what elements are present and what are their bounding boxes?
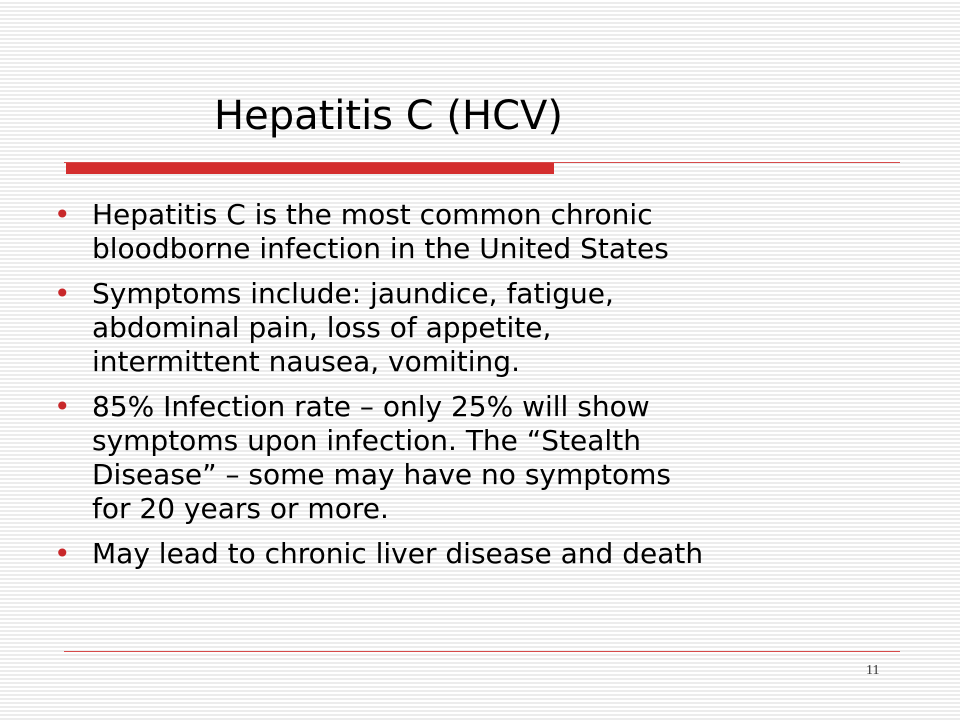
bullet-line: Disease” – some may have no symptoms [92,458,672,491]
bullet-dot-icon: • [54,198,71,231]
bullet-dot-icon: • [54,537,71,570]
bullet-dot-icon: • [54,277,71,310]
bullet-line: bloodborne infection in the United States [92,232,669,265]
bullet-dot-icon: • [54,390,71,423]
bottom-divider-line [64,651,900,652]
bullet-line: Symptoms include: jaundice, fatigue, [92,277,614,310]
bullet-item [54,390,914,526]
bullet-list [54,198,914,582]
bullet-item [54,198,914,266]
title-accent-bar [66,163,554,174]
page-number: 11 [866,663,880,678]
bullet-line: 85% Infection rate – only 25% will show [92,390,650,423]
slide-title: Hepatitis C (HCV) [214,93,563,139]
bullet-line: Hepatitis C is the most common chronic [92,198,653,231]
bullet-line: symptoms upon infection. The “Stealth [92,424,641,457]
bullet-line: for 20 years or more. [92,492,389,525]
bullet-line: abdominal pain, loss of appetite, [92,311,552,344]
bullet-item [54,537,914,571]
bullet-line: May lead to chronic liver disease and death [92,537,704,570]
bullet-item [54,277,914,379]
bullet-line: intermittent nausea, vomiting. [92,345,520,378]
